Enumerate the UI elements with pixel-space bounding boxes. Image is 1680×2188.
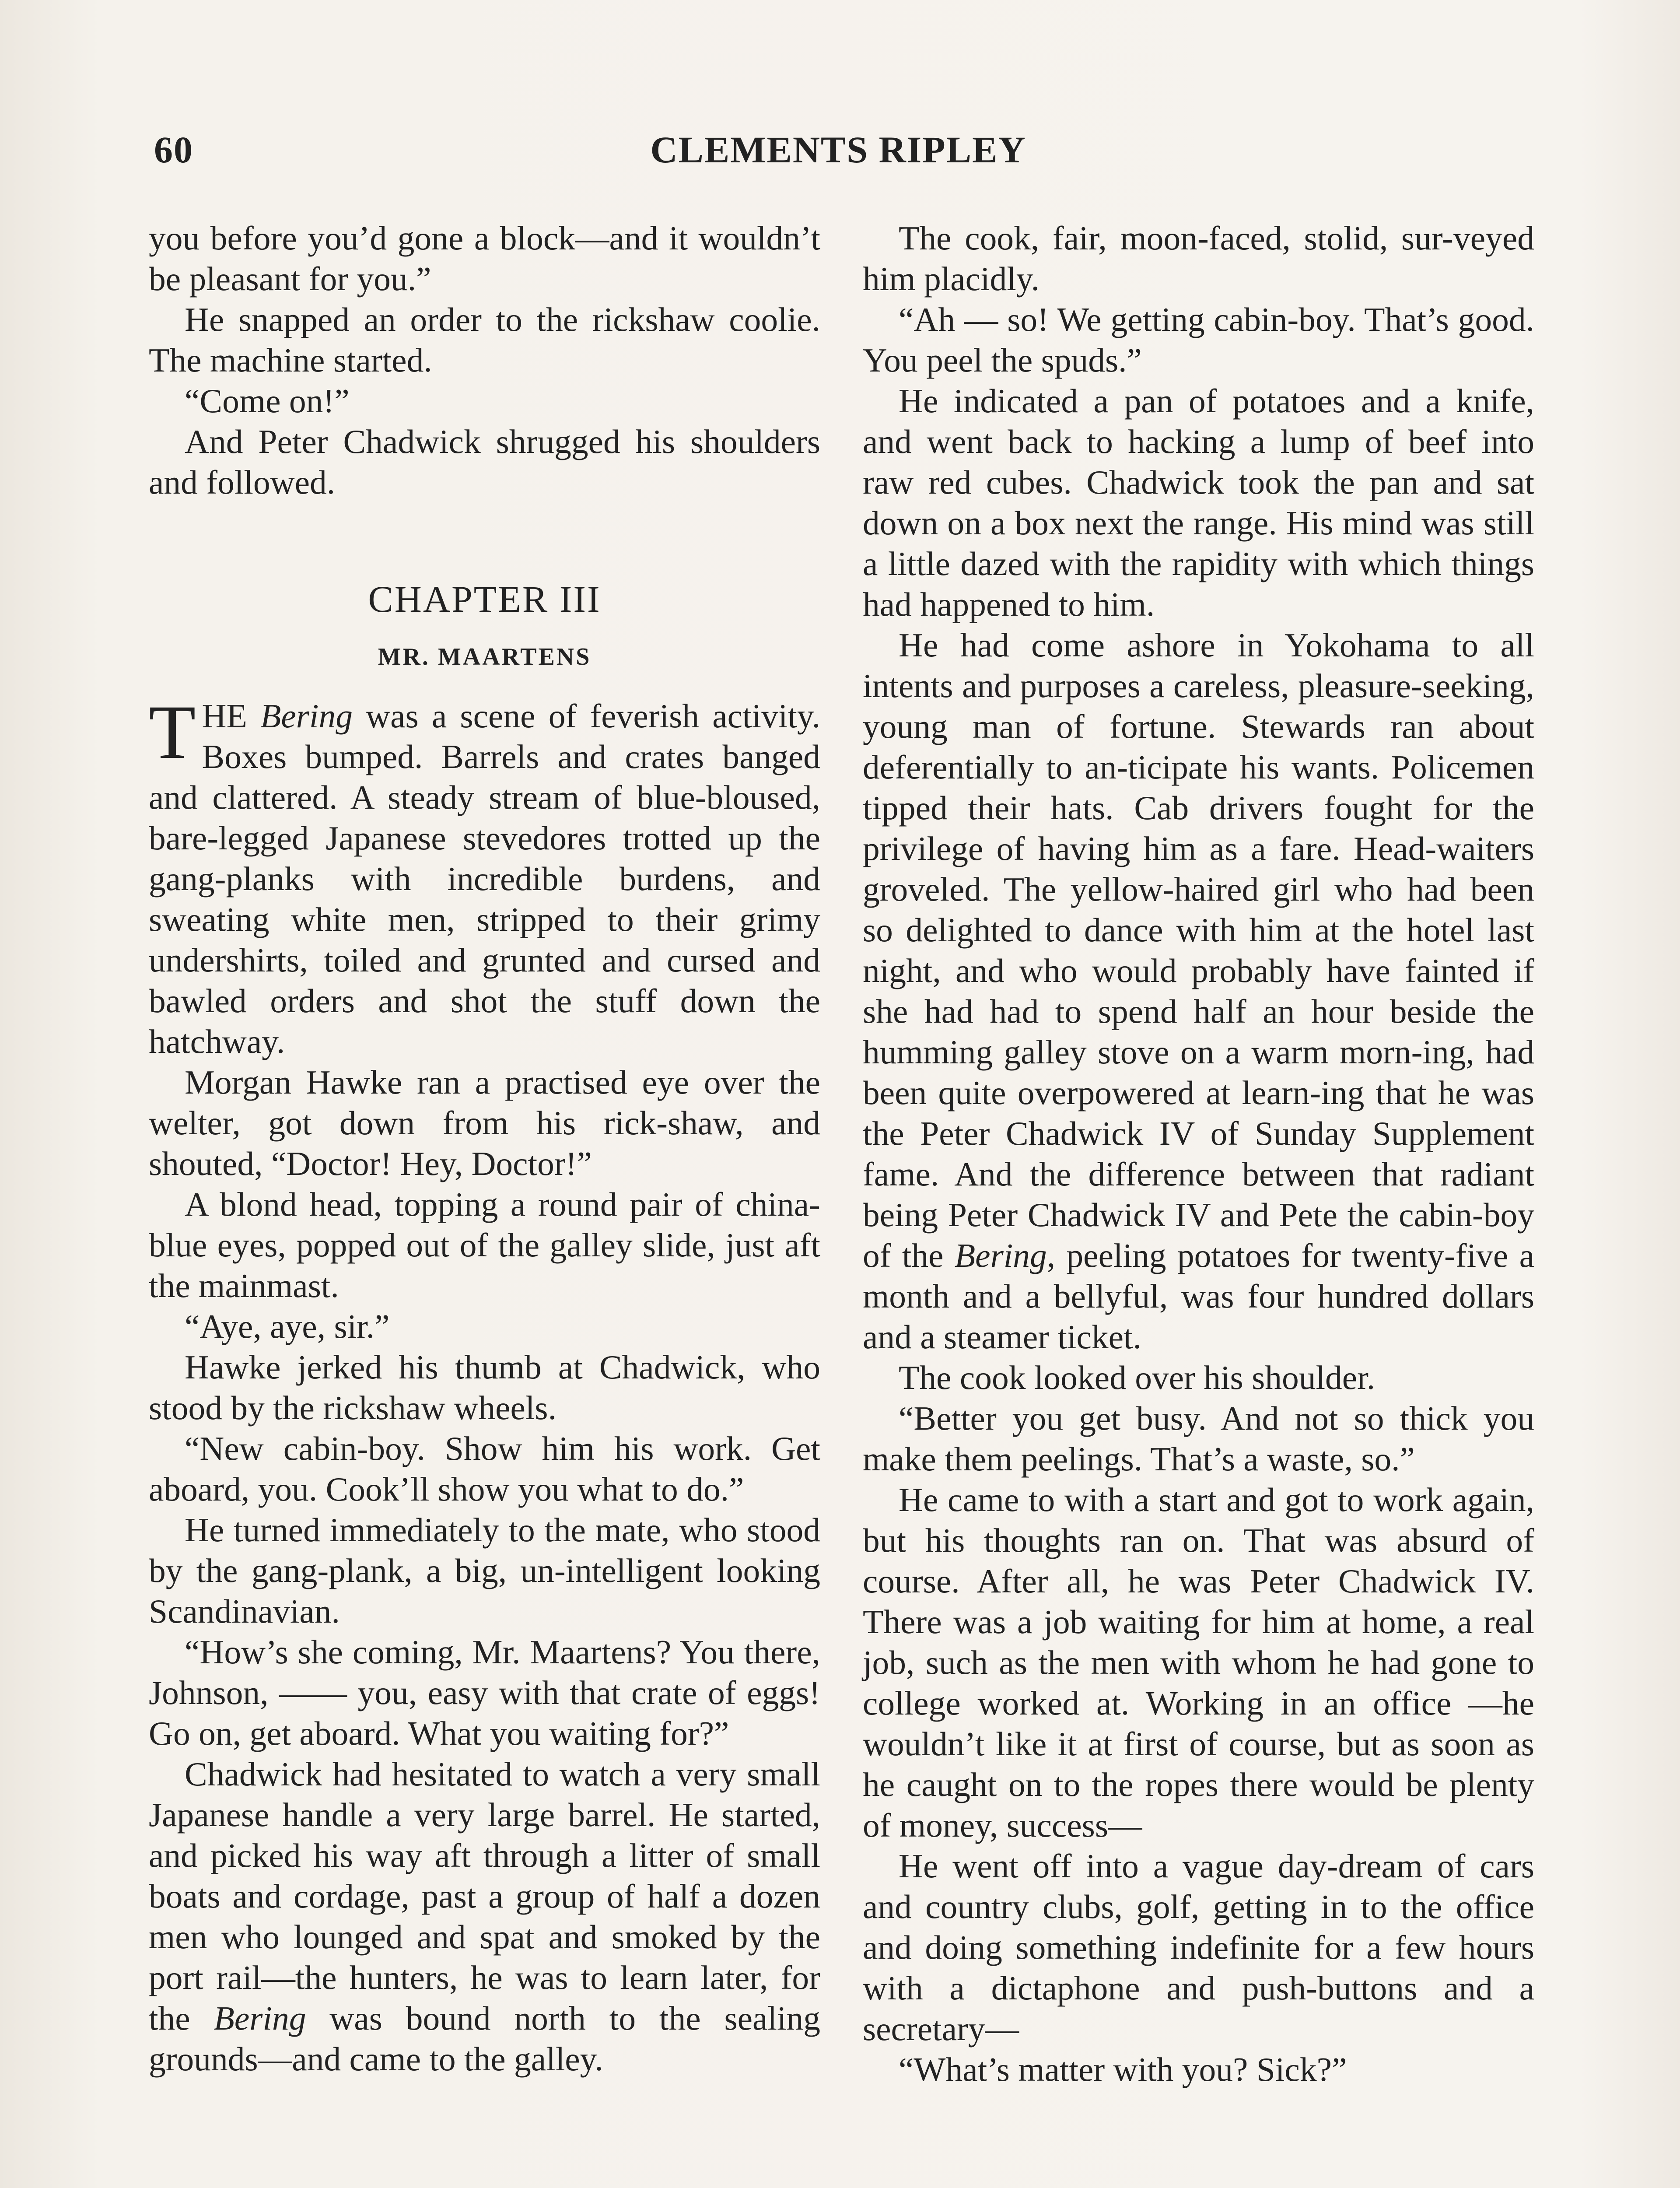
paragraph: He indicated a pan of potatoes and a knife, and went back to hacking a lump of beef into raw red cubes. Chadwick took the pan and sat down on a box next the range. His mind was still a little dazed with the rapidity with which things had happened to him.	[863, 382, 1534, 623]
paragraph	[863, 625, 1534, 1357]
ship-name: Bering	[954, 1237, 1047, 1274]
page-number: 60	[154, 129, 193, 171]
paragraph: He came to with a start and got to work again, but his thoughts ran on. That was absurd of course. After all, he was Peter Chadwick IV. There was a job waiting for him at home, a real job, such as the men with whom he had gone to college worked at. Working in an office —he wouldn’t like it at first of course, but as soon as he caught on to the ropes there would be plenty of money, success—	[863, 1481, 1534, 1844]
chapter-subtitle: MR. MAARTENS	[378, 643, 592, 670]
right-column	[863, 218, 1534, 2090]
running-head	[154, 128, 1522, 176]
paragraph-text: was bound north to the sealing grounds—and came to the galley.	[149, 1999, 820, 2078]
running-head-author: CLEMENTS RIPLEY	[650, 129, 1026, 171]
paragraph-text: , peeling potatoes for twenty-five a month and a bellyful, was four hundred dollars and a steamer ticket.	[863, 1237, 1534, 1356]
paragraph: A blond head, topping a round pair of china-blue eyes, popped out of the galley slide, just aft the mainmast.	[149, 1185, 820, 1304]
paragraph: The cook, fair, moon-faced, stolid, sur-veyed him placidly.	[863, 219, 1534, 298]
paragraph-text: was a scene of feverish activity. Boxes bumped. Barrels and crates banged and clattered. A steady stream of blue-bloused, bare-legged Japanese stevedores trotted up the gang-planks with incredible burdens, and sweating white men, stripped to their grimy undershirts, toiled and grunted and cursed and bawled orders and shot the stuff down the hatchway.	[149, 697, 820, 1060]
paragraph-text: Chadwick had hesitated to watch a very small Japanese handle a very large barrel. He started, and picked his way aft through a litter of small boats and cordage, past a group of half a dozen men who lounged and spat and smoked by the port rail—the hunters, he was to learn later, for the	[149, 1755, 820, 2037]
paragraph: “Aye, aye, sir.”	[185, 1308, 390, 1345]
paragraph-text: HE	[202, 697, 261, 735]
paragraph: He snapped an order to the rickshaw coolie. The machine started.	[149, 301, 820, 379]
paragraph: Morgan Hawke ran a practised eye over the welter, got down from his rick-shaw, and shouted, “Doctor! Hey, Doctor!”	[149, 1063, 820, 1182]
paragraph	[149, 1754, 820, 2079]
paragraph: Hawke jerked his thumb at Chadwick, who stood by the rickshaw wheels.	[149, 1348, 820, 1427]
paragraph-text: He had come ashore in Yokohama to all intents and purposes a careless, pleasure-seeking, young man of fortune. Stewards ran about deferentially to an-ticipate his wants. Policemen tipped their hats. Cab drivers fought for the privilege of having him as a fare. Head-waiters groveled. The yellow-haired girl who had been so delighted to dance with him at the hotel last night, and who would probably have fainted if she had had to spend half an hour beside the humming galley stove on a warm morn-ing, had been quite overpowered at learn-ing that he was the Peter Chadwick IV of Sunday Supplement fame. And the difference between that radiant being Peter Chadwick IV and Pete the cabin-boy of the	[863, 626, 1534, 1274]
paragraph: The cook looked over his shoulder.	[899, 1359, 1376, 1396]
paragraph: “Come on!”	[185, 382, 350, 420]
ship-name: Bering	[260, 697, 353, 735]
drop-cap: T	[149, 690, 196, 775]
paragraph: “Better you get busy. And not so thick you make them peelings. That’s a waste, so.”	[863, 1399, 1534, 1478]
left-column	[149, 218, 820, 2079]
paragraph: He turned immediately to the mate, who stood by the gang-plank, a big, un-intelligent looking Scandinavian.	[149, 1511, 820, 1630]
paragraph: “What’s matter with you? Sick?”	[899, 2051, 1347, 2088]
paragraph: “Ah — so! We getting cabin-boy. That’s good. You peel the spuds.”	[863, 301, 1534, 379]
paragraph: He went off into a vague day-dream of cars and country clubs, golf, getting in to the office and doing something indefinite for a few hours with a dictaphone and push-buttons and a secretary—	[863, 1847, 1534, 2048]
paragraph: And Peter Chadwick shrugged his shoulders and followed.	[149, 423, 820, 501]
chapter-title: CHAPTER III	[368, 578, 601, 620]
chapter-opening-paragraph	[149, 690, 820, 1062]
ship-name: Bering	[214, 1999, 306, 2037]
paragraph: “New cabin-boy. Show him his work. Get aboard, you. Cook’ll show you what to do.”	[149, 1430, 820, 1508]
paragraph: you before you’d gone a block—and it wouldn’t be pleasant for you.”	[149, 219, 820, 298]
paragraph: “How’s she coming, Mr. Maartens? You there, Johnson, —— you, easy with that crate of eggs! Go on, get aboard. What you waiting for?”	[149, 1633, 820, 1752]
